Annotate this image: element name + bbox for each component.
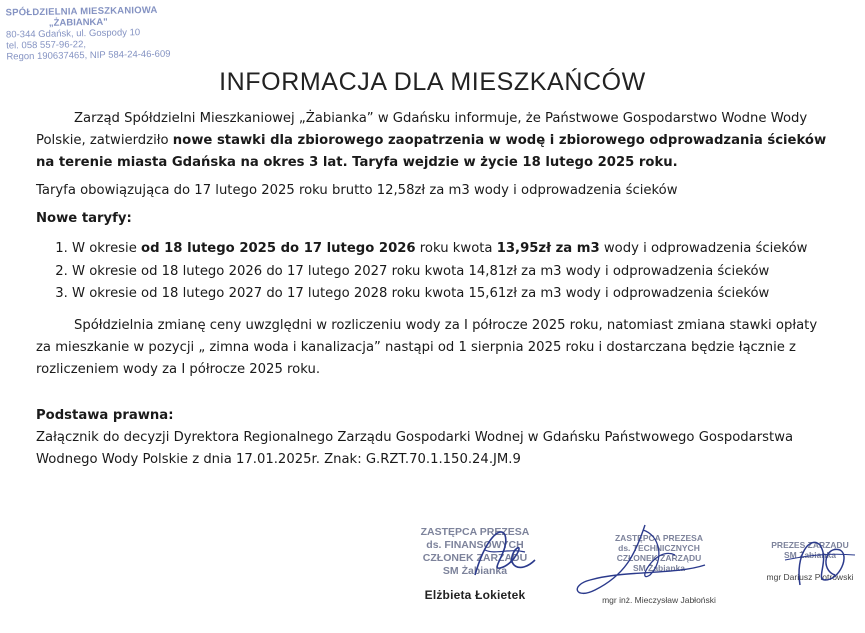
current-tariff-text: Taryfa obowiązująca do 17 lutego 2025 roku brutto 12,58zł za m3 wody i odprowadzenia ścieków	[36, 183, 678, 198]
intro-paragraph	[36, 108, 836, 174]
stamp-line: ZASTĘPCA PREZESA	[614, 533, 703, 543]
legal-basis-heading: Podstawa prawna:	[36, 408, 174, 423]
signature-block-technical	[594, 533, 724, 605]
signature-block-president	[756, 540, 864, 582]
stamp-line: Regon 190637465, NIP 584-24-46-609	[6, 48, 171, 63]
signature-block-finance	[400, 526, 550, 602]
tariff-list	[36, 238, 807, 306]
stamp-line: ds. TECHNICZNYCH	[618, 543, 700, 553]
stamp-line: SM Żabianka	[442, 565, 508, 577]
signature-stamp	[400, 526, 550, 578]
stamp-line: CZŁONEK ZARZĄDU	[616, 553, 702, 563]
signatory-name: mgr Dariusz Piotrowski	[766, 572, 854, 582]
signatory-name: mgr inż. Mieczysław Jabłoński	[602, 595, 716, 605]
stamp-line: SM Żabianka	[633, 563, 685, 573]
signature-stamp	[756, 540, 864, 560]
stamp-line: SPÓŁDZIELNIA MIESZKANIOWA	[5, 4, 158, 19]
stamp-line: „ŻABIANKA"	[48, 16, 108, 29]
list-item	[72, 238, 807, 261]
tariff-period: od 18 lutego 2025 do 17 lutego 2026	[141, 241, 416, 256]
stamp-line: tel. 058 557-96-22,	[6, 39, 87, 52]
stamp-line: ds. FINANSOWYCH	[426, 539, 524, 551]
stamp-line: ZASTĘPCA PREZESA	[420, 526, 530, 538]
stamp-line: 80-344 Gdańsk, ul. Gospody 10	[5, 27, 141, 41]
signatory-name: Elżbieta Łokietek	[424, 588, 526, 602]
stamp-line: CZŁONEK ZARZĄDU	[422, 552, 528, 564]
tariff-text: wody i odprowadzenia ścieków	[599, 241, 808, 256]
tariff-price: 13,95zł za m3	[496, 241, 600, 256]
stamp-line: PREZES ZARZĄDU	[771, 540, 849, 550]
new-tariffs-heading: Nowe taryfy:	[36, 211, 132, 226]
intro-text: Zarząd Spółdzielni Mieszkaniowej „Żabianka” w Gdańsku informuje, że Państwowe Gospodarstwo Wodne Wody Polskie, zatwierdziło	[36, 111, 808, 148]
tariff-text: W okresie	[72, 241, 142, 256]
page-title: INFORMACJA DLA MIESZKAŃCÓW	[219, 68, 646, 96]
organization-stamp	[6, 4, 182, 62]
signature-stamp	[594, 533, 724, 573]
list-item: 3. W okresie od 18 lutego 2027 do 17 lutego 2028 roku kwota 15,61zł za m3 wody i odprowadzenia ścieków	[72, 283, 807, 306]
tariff-text: roku kwota	[415, 241, 497, 256]
billing-text: Spółdzielnia zmianę ceny uwzględni w rozliczeniu wody za I półrocze 2025 roku, natomiast zmiana stawki opłaty za mieszkanie w pozycji „ zimna woda i kanalizacja” nastąpi od 1 sierpnia 2025 roku i dostarczana będzie łącznie z rozliczeniem wody za I półrocze 2025 roku.	[36, 318, 818, 377]
billing-paragraph	[36, 315, 836, 381]
stamp-line: SM Żabianka	[784, 550, 836, 560]
intro-bold-text: nowe stawki dla zbiorowego zaopatrzenia w wodę i zbiorowego odprowadzania ścieków na terenie miasta Gdańska na okres 3 lat. Taryfa wejdzie w życie 18 lutego 2025 roku.	[36, 133, 827, 170]
list-item: 2. W okresie od 18 lutego 2026 do 17 lutego 2027 roku kwota 14,81zł za m3 wody i odprowadzenia ścieków	[72, 261, 807, 284]
legal-basis-text: Załącznik do decyzji Dyrektora Regionalnego Zarządu Gospodarki Wodnej w Gdańsku Państwowego Gospodarstwa Wodnego Wody Polskie z dnia 17.01.2025r. Znak: G.RZT.70.1.150.24.JM.9	[36, 430, 794, 467]
